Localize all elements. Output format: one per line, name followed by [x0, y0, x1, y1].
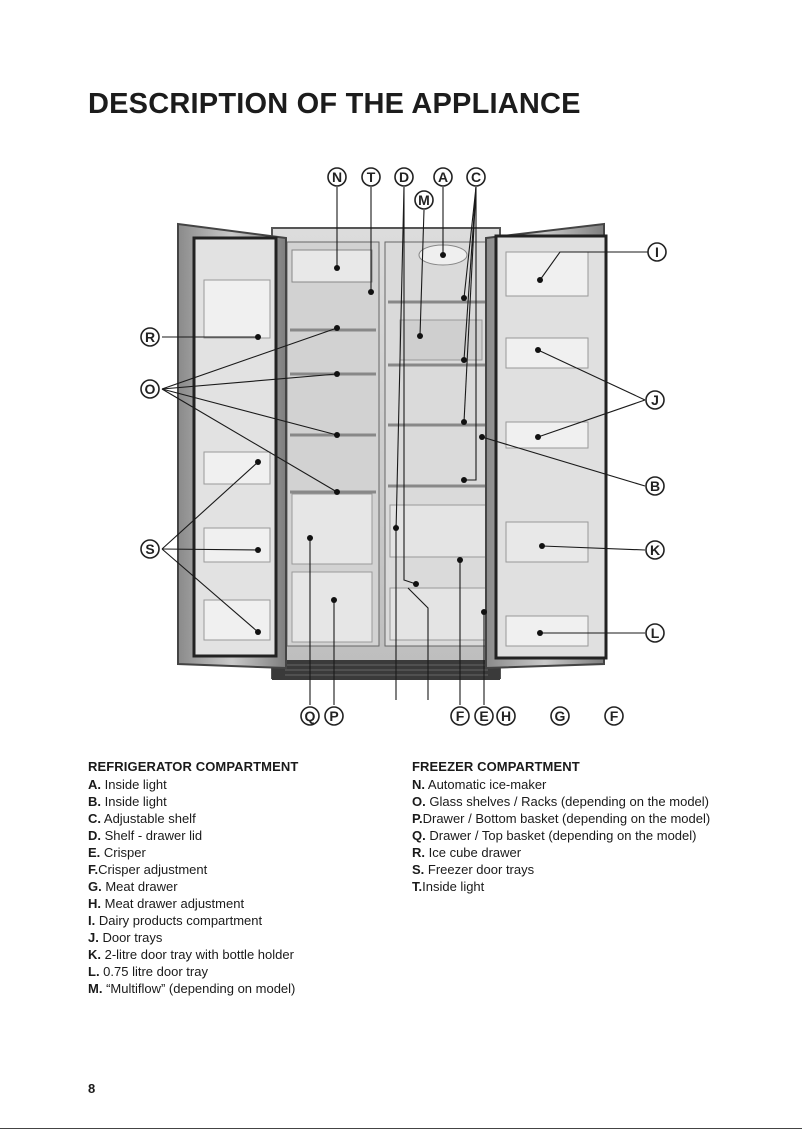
- svg-text:J: J: [651, 392, 659, 408]
- callout-S: [141, 540, 159, 558]
- svg-text:L: L: [650, 625, 660, 641]
- footer-rule: [0, 1128, 802, 1129]
- callout-N: [328, 168, 346, 186]
- callout-B: [646, 477, 664, 495]
- callout-O: [141, 380, 159, 398]
- legend-item: J. Door trays: [88, 930, 163, 945]
- refrigerator-legend: [88, 758, 388, 997]
- callout-J: [646, 391, 664, 409]
- legend-item: A. Inside light: [88, 777, 167, 792]
- callout-L: [646, 624, 664, 642]
- svg-text:F: F: [455, 708, 465, 724]
- svg-text:I: I: [655, 244, 659, 260]
- freezer-door: [178, 224, 286, 668]
- svg-text:N: N: [331, 169, 343, 185]
- svg-text:F: F: [609, 708, 619, 724]
- callout-G: [551, 707, 569, 725]
- callout-T: [362, 168, 380, 186]
- svg-text:B: B: [649, 478, 661, 494]
- freezer-heading: FREEZER COMPARTMENT: [412, 759, 580, 774]
- legend-item: T.Inside light: [412, 879, 485, 894]
- callout-F-2: [605, 707, 623, 725]
- svg-text:D: D: [398, 169, 410, 185]
- callout-I: [648, 243, 666, 261]
- svg-text:O: O: [144, 381, 156, 397]
- callout-D: [395, 168, 413, 186]
- refrigerator-heading: REFRIGERATOR COMPARTMENT: [88, 759, 299, 774]
- legend-item: O. Glass shelves / Racks (depending on the model): [412, 794, 709, 809]
- appliance-diagram: [0, 160, 802, 730]
- legend-item: N. Automatic ice-maker: [412, 777, 547, 792]
- svg-text:K: K: [649, 542, 661, 558]
- callout-R: [141, 328, 159, 346]
- svg-text:R: R: [144, 329, 156, 345]
- svg-text:Q: Q: [304, 708, 316, 724]
- svg-text:M: M: [418, 192, 430, 208]
- legend-item: S. Freezer door trays: [412, 862, 535, 877]
- legend-item: K. 2-litre door tray with bottle holder: [88, 947, 294, 962]
- svg-text:T: T: [366, 169, 376, 185]
- callout-H: [497, 707, 515, 725]
- callout-C: [467, 168, 485, 186]
- callout-P: [325, 707, 343, 725]
- svg-text:C: C: [470, 169, 482, 185]
- callout-M: [415, 191, 433, 209]
- legend-item: C. Adjustable shelf: [88, 811, 196, 826]
- svg-text:S: S: [145, 541, 155, 557]
- callout-A: [434, 168, 452, 186]
- page-title: DESCRIPTION OF THE APPLIANCE: [88, 88, 581, 120]
- svg-text:H: H: [500, 708, 512, 724]
- svg-text:A: A: [437, 169, 449, 185]
- legend-item: H. Meat drawer adjustment: [88, 896, 245, 911]
- callout-E: [475, 707, 493, 725]
- page-number: 8: [88, 1081, 96, 1096]
- svg-text:E: E: [479, 708, 489, 724]
- legend-item: G. Meat drawer: [88, 879, 178, 894]
- callout-F: [451, 707, 469, 725]
- legend-item: Q. Drawer / Top basket (depending on the model): [412, 828, 697, 843]
- legend-item: F.Crisper adjustment: [88, 862, 208, 877]
- fridge-door: [486, 224, 606, 668]
- legend-item: M. “Multiflow” (depending on model): [88, 981, 296, 996]
- callout-Q: [301, 707, 319, 725]
- legend-item: R. Ice cube drawer: [412, 845, 522, 860]
- legend-item: P.Drawer / Bottom basket (depending on the model): [412, 811, 711, 826]
- svg-text:P: P: [329, 708, 339, 724]
- legend-item: E. Crisper: [88, 845, 146, 860]
- legend-item: D. Shelf - drawer lid: [88, 828, 203, 843]
- legend-item: L. 0.75 litre door tray: [88, 964, 208, 979]
- freezer-legend: [412, 758, 712, 895]
- svg-text:G: G: [554, 708, 566, 724]
- legend-item: B. Inside light: [88, 794, 167, 809]
- legend-item: I. Dairy products compartment: [88, 913, 263, 928]
- callout-K: [646, 541, 664, 559]
